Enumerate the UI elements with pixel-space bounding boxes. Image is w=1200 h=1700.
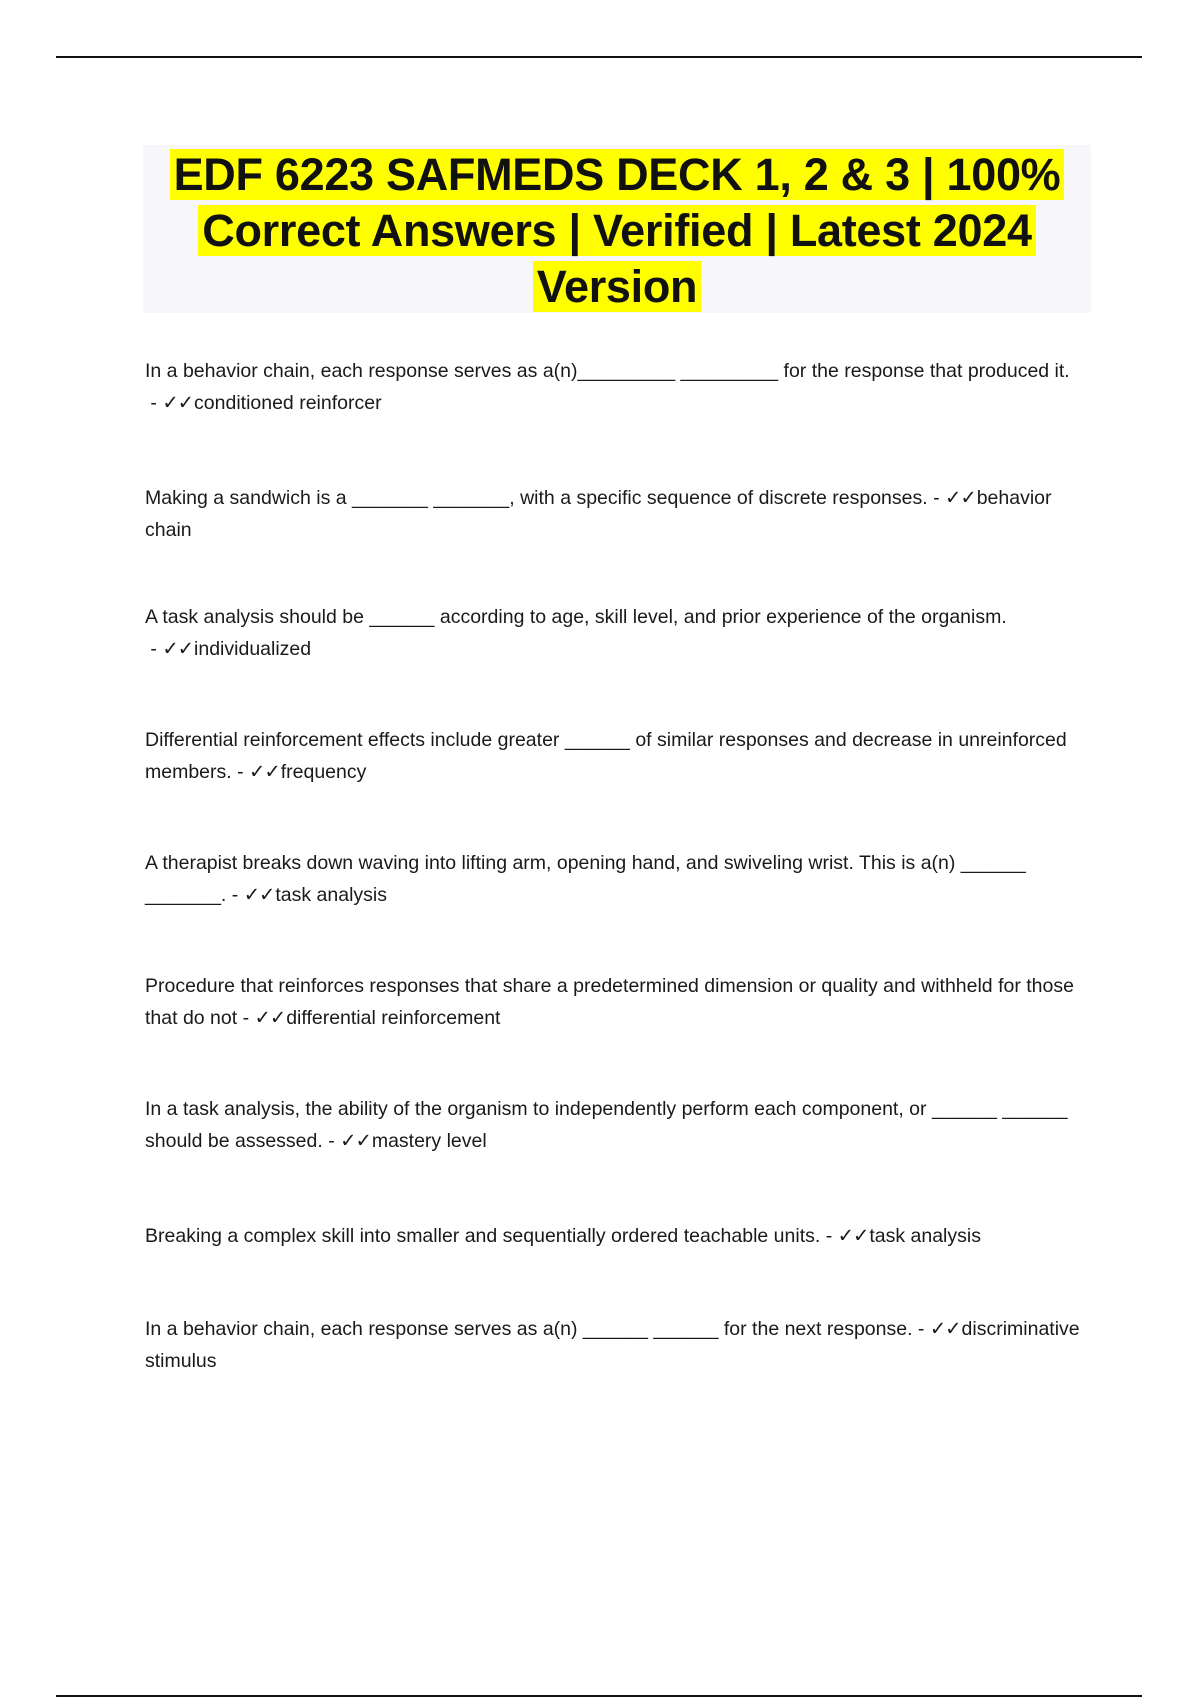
separator: - — [231, 761, 250, 783]
question-text: A task analysis should be ______ according to age, skill level, and prior experience of the organism. — [145, 606, 1007, 628]
checkmark-icon: ✓✓ — [249, 761, 280, 783]
answer-text: task analysis — [869, 1225, 981, 1247]
separator: - — [226, 884, 244, 906]
answer-text: task analysis — [275, 884, 388, 906]
qa-item-9 — [145, 1313, 1095, 1377]
title-highlight: EDF 6223 SAFMEDS DECK 1, 2 & 3 | 100% Correct Answers | Verified | Latest 2024 Version — [170, 149, 1065, 312]
qa-item-3 — [145, 601, 1095, 665]
answer-text: mastery level — [371, 1130, 487, 1152]
qa-item-5 — [145, 847, 1095, 911]
question-text: In a task analysis, the ability of the organism to independently perform each component, or ______ ______ should be assessed. — [145, 1098, 1068, 1152]
qa-item-2 — [145, 482, 1095, 546]
checkmark-icon: ✓✓ — [243, 884, 275, 906]
qa-item-8 — [145, 1220, 1095, 1252]
checkmark-icon: ✓✓ — [162, 638, 194, 660]
question-text: Breaking a complex skill into smaller and sequentially ordered teachable units. — [145, 1225, 821, 1247]
answer-text: behavior chain — [145, 487, 1052, 541]
checkmark-icon: ✓✓ — [929, 1318, 961, 1340]
question-text: Differential reinforcement effects include greater ______ of similar responses and decrease in unreinforced members. — [145, 729, 1067, 783]
separator: - — [820, 1225, 838, 1247]
question-text: Procedure that reinforces responses that share a predetermined dimension or quality and withheld for those that do not — [145, 975, 1074, 1029]
separator: - — [927, 487, 945, 509]
question-text: In a behavior chain, each response serves as a(n) ______ ______ for the next response. — [145, 1318, 913, 1340]
checkmark-icon: ✓✓ — [837, 1225, 869, 1247]
question-text: A therapist breaks down waving into lifting arm, opening hand, and swiveling wrist. This is a(n) ______ _______. — [145, 852, 1026, 906]
checkmark-icon: ✓✓ — [945, 487, 976, 509]
question-text: In a behavior chain, each response serves as a(n)_________ _________ for the response that produced it. — [145, 360, 1070, 382]
question-text: Making a sandwich is a _______ _______, with a specific sequence of discrete responses. — [145, 487, 928, 509]
top-divider — [56, 56, 1142, 58]
bottom-divider — [56, 1695, 1142, 1697]
answer-text: conditioned reinforcer — [194, 392, 382, 414]
answer-text: individualized — [194, 638, 312, 660]
separator: - — [237, 1007, 255, 1029]
checkmark-icon: ✓✓ — [340, 1130, 371, 1152]
answer-text: frequency — [280, 761, 367, 783]
answer-text: discriminative stimulus — [145, 1318, 1080, 1372]
qa-item-7 — [145, 1093, 1095, 1157]
separator: - — [145, 392, 163, 414]
separator: - — [912, 1318, 930, 1340]
answer-text: differential reinforcement — [286, 1007, 501, 1029]
qa-item-6 — [145, 970, 1095, 1034]
checkmark-icon: ✓✓ — [162, 392, 194, 414]
qa-item-4 — [145, 724, 1095, 788]
document-title — [143, 145, 1091, 315]
separator: - — [145, 638, 163, 660]
separator: - — [322, 1130, 341, 1152]
qa-item-1 — [145, 355, 1095, 419]
title-block — [143, 145, 1091, 313]
checkmark-icon: ✓✓ — [254, 1007, 286, 1029]
